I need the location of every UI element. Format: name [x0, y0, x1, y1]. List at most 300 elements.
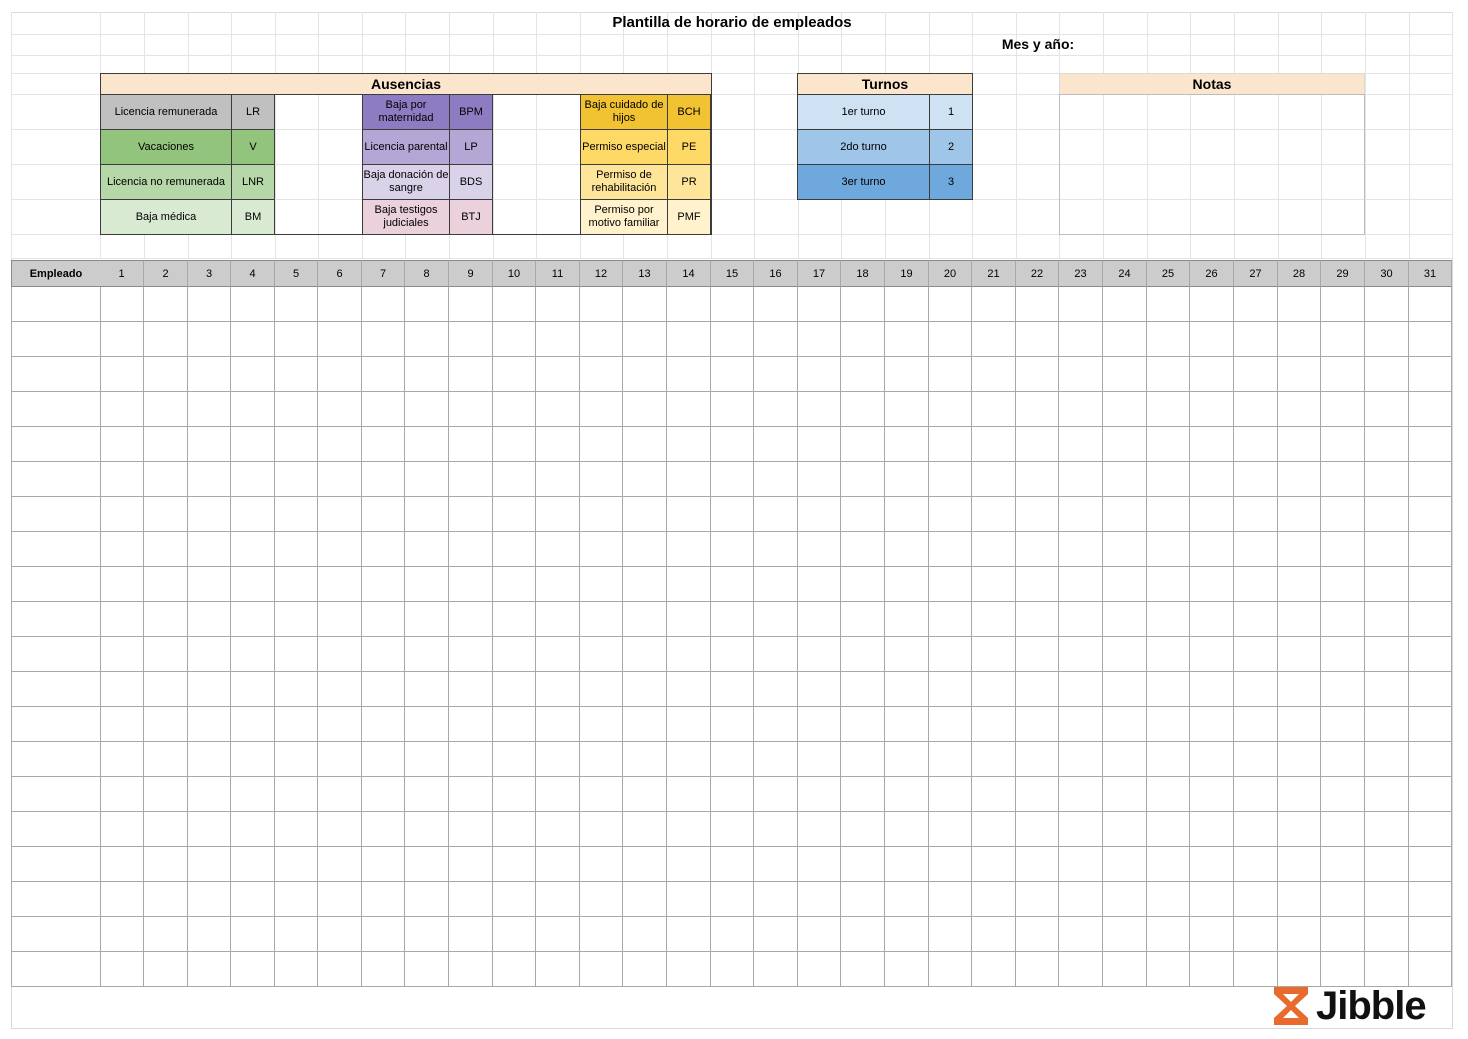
schedule-cell[interactable] — [536, 427, 580, 462]
schedule-cell[interactable] — [841, 462, 885, 497]
schedule-cell[interactable] — [798, 637, 841, 672]
schedule-cell[interactable] — [275, 917, 318, 952]
schedule-cell[interactable] — [1234, 392, 1278, 427]
schedule-cell[interactable] — [623, 532, 667, 567]
schedule-cell[interactable] — [275, 357, 318, 392]
schedule-cell[interactable] — [972, 567, 1016, 602]
schedule-cell[interactable] — [798, 462, 841, 497]
schedule-cell[interactable] — [362, 497, 405, 532]
schedule-cell[interactable] — [1059, 287, 1103, 322]
schedule-cell[interactable] — [1321, 532, 1365, 567]
schedule-cell[interactable] — [1059, 952, 1103, 987]
schedule-cell[interactable] — [1321, 322, 1365, 357]
schedule-cell[interactable] — [1409, 532, 1452, 567]
schedule-cell[interactable] — [1365, 602, 1409, 637]
schedule-cell[interactable] — [1190, 847, 1234, 882]
schedule-cell[interactable] — [841, 847, 885, 882]
schedule-cell[interactable] — [1147, 917, 1190, 952]
schedule-cell[interactable] — [972, 882, 1016, 917]
schedule-cell[interactable] — [1147, 672, 1190, 707]
schedule-cell[interactable] — [1190, 882, 1234, 917]
schedule-cell[interactable] — [275, 707, 318, 742]
schedule-cell[interactable] — [667, 952, 711, 987]
schedule-cell[interactable] — [972, 672, 1016, 707]
employee-name-cell[interactable] — [11, 532, 101, 567]
employee-name-cell[interactable] — [11, 777, 101, 812]
schedule-cell[interactable] — [623, 882, 667, 917]
schedule-cell[interactable] — [929, 462, 972, 497]
schedule-cell[interactable] — [144, 672, 188, 707]
schedule-cell[interactable] — [1321, 287, 1365, 322]
schedule-cell[interactable] — [1234, 497, 1278, 532]
schedule-cell[interactable] — [1409, 812, 1452, 847]
schedule-cell[interactable] — [188, 602, 231, 637]
schedule-cell[interactable] — [231, 742, 275, 777]
schedule-cell[interactable] — [493, 462, 536, 497]
schedule-cell[interactable] — [1016, 427, 1059, 462]
schedule-cell[interactable] — [100, 532, 144, 567]
schedule-cell[interactable] — [754, 322, 798, 357]
schedule-cell[interactable] — [1365, 742, 1409, 777]
schedule-cell[interactable] — [1278, 847, 1321, 882]
schedule-cell[interactable] — [580, 812, 623, 847]
schedule-cell[interactable] — [449, 812, 493, 847]
schedule-cell[interactable] — [1059, 392, 1103, 427]
schedule-cell[interactable] — [100, 847, 144, 882]
schedule-cell[interactable] — [100, 672, 144, 707]
schedule-cell[interactable] — [623, 672, 667, 707]
schedule-cell[interactable] — [885, 672, 929, 707]
schedule-cell[interactable] — [188, 847, 231, 882]
schedule-cell[interactable] — [929, 392, 972, 427]
schedule-cell[interactable] — [929, 812, 972, 847]
schedule-cell[interactable] — [711, 357, 754, 392]
schedule-cell[interactable] — [1321, 602, 1365, 637]
schedule-cell[interactable] — [1365, 952, 1409, 987]
schedule-cell[interactable] — [1059, 357, 1103, 392]
schedule-cell[interactable] — [100, 462, 144, 497]
schedule-cell[interactable] — [405, 777, 449, 812]
schedule-cell[interactable] — [1321, 357, 1365, 392]
schedule-cell[interactable] — [188, 777, 231, 812]
schedule-cell[interactable] — [231, 357, 275, 392]
employee-name-cell[interactable] — [11, 637, 101, 672]
schedule-cell[interactable] — [536, 707, 580, 742]
schedule-cell[interactable] — [798, 287, 841, 322]
employee-name-cell[interactable] — [11, 882, 101, 917]
schedule-cell[interactable] — [580, 917, 623, 952]
schedule-cell[interactable] — [667, 392, 711, 427]
schedule-cell[interactable] — [885, 462, 929, 497]
schedule-cell[interactable] — [144, 357, 188, 392]
employee-name-cell[interactable] — [11, 462, 101, 497]
schedule-cell[interactable] — [1365, 392, 1409, 427]
schedule-cell[interactable] — [1409, 917, 1452, 952]
schedule-cell[interactable] — [231, 812, 275, 847]
schedule-cell[interactable] — [405, 847, 449, 882]
schedule-cell[interactable] — [493, 952, 536, 987]
schedule-cell[interactable] — [405, 497, 449, 532]
schedule-cell[interactable] — [623, 602, 667, 637]
schedule-cell[interactable] — [1365, 707, 1409, 742]
schedule-cell[interactable] — [188, 532, 231, 567]
schedule-cell[interactable] — [623, 567, 667, 602]
schedule-cell[interactable] — [1321, 742, 1365, 777]
schedule-cell[interactable] — [188, 427, 231, 462]
schedule-cell[interactable] — [449, 882, 493, 917]
schedule-cell[interactable] — [623, 357, 667, 392]
schedule-cell[interactable] — [1190, 812, 1234, 847]
schedule-cell[interactable] — [362, 812, 405, 847]
schedule-cell[interactable] — [798, 567, 841, 602]
schedule-cell[interactable] — [405, 287, 449, 322]
schedule-cell[interactable] — [144, 427, 188, 462]
schedule-cell[interactable] — [536, 532, 580, 567]
schedule-cell[interactable] — [1321, 812, 1365, 847]
schedule-cell[interactable] — [1365, 497, 1409, 532]
schedule-cell[interactable] — [144, 847, 188, 882]
schedule-cell[interactable] — [711, 427, 754, 462]
schedule-cell[interactable] — [754, 497, 798, 532]
schedule-cell[interactable] — [667, 672, 711, 707]
schedule-cell[interactable] — [798, 882, 841, 917]
schedule-cell[interactable] — [929, 427, 972, 462]
schedule-cell[interactable] — [449, 392, 493, 427]
schedule-cell[interactable] — [449, 287, 493, 322]
schedule-cell[interactable] — [580, 427, 623, 462]
schedule-cell[interactable] — [1321, 392, 1365, 427]
schedule-cell[interactable] — [1147, 462, 1190, 497]
schedule-cell[interactable] — [580, 357, 623, 392]
schedule-cell[interactable] — [1016, 917, 1059, 952]
schedule-cell[interactable] — [711, 602, 754, 637]
schedule-cell[interactable] — [449, 672, 493, 707]
schedule-cell[interactable] — [536, 882, 580, 917]
schedule-cell[interactable] — [929, 742, 972, 777]
schedule-cell[interactable] — [623, 497, 667, 532]
employee-name-cell[interactable] — [11, 567, 101, 602]
schedule-cell[interactable] — [667, 567, 711, 602]
schedule-cell[interactable] — [798, 427, 841, 462]
schedule-cell[interactable] — [1059, 777, 1103, 812]
schedule-cell[interactable] — [405, 812, 449, 847]
schedule-cell[interactable] — [711, 672, 754, 707]
schedule-cell[interactable] — [1321, 672, 1365, 707]
schedule-cell[interactable] — [667, 427, 711, 462]
schedule-cell[interactable] — [1059, 672, 1103, 707]
employee-name-cell[interactable] — [11, 742, 101, 777]
notes-area[interactable] — [1059, 94, 1365, 235]
schedule-cell[interactable] — [1059, 462, 1103, 497]
schedule-cell[interactable] — [754, 287, 798, 322]
schedule-cell[interactable] — [1016, 952, 1059, 987]
schedule-cell[interactable] — [667, 357, 711, 392]
schedule-cell[interactable] — [1278, 392, 1321, 427]
schedule-cell[interactable] — [231, 567, 275, 602]
schedule-cell[interactable] — [972, 497, 1016, 532]
schedule-cell[interactable] — [1278, 952, 1321, 987]
employee-name-cell[interactable] — [11, 357, 101, 392]
schedule-cell[interactable] — [493, 777, 536, 812]
schedule-cell[interactable] — [144, 567, 188, 602]
schedule-cell[interactable] — [623, 287, 667, 322]
schedule-cell[interactable] — [1016, 497, 1059, 532]
schedule-cell[interactable] — [144, 392, 188, 427]
schedule-cell[interactable] — [405, 672, 449, 707]
schedule-cell[interactable] — [885, 777, 929, 812]
schedule-cell[interactable] — [536, 637, 580, 672]
schedule-cell[interactable] — [1365, 357, 1409, 392]
schedule-cell[interactable] — [1234, 567, 1278, 602]
schedule-cell[interactable] — [1147, 777, 1190, 812]
schedule-cell[interactable] — [318, 742, 362, 777]
schedule-cell[interactable] — [1016, 322, 1059, 357]
schedule-cell[interactable] — [362, 777, 405, 812]
schedule-cell[interactable] — [1190, 602, 1234, 637]
schedule-cell[interactable] — [493, 882, 536, 917]
schedule-cell[interactable] — [929, 357, 972, 392]
schedule-cell[interactable] — [754, 882, 798, 917]
schedule-cell[interactable] — [493, 287, 536, 322]
schedule-cell[interactable] — [972, 392, 1016, 427]
schedule-cell[interactable] — [1365, 672, 1409, 707]
schedule-cell[interactable] — [275, 287, 318, 322]
schedule-cell[interactable] — [1321, 707, 1365, 742]
schedule-cell[interactable] — [1409, 952, 1452, 987]
schedule-cell[interactable] — [711, 777, 754, 812]
schedule-cell[interactable] — [1147, 882, 1190, 917]
schedule-cell[interactable] — [885, 847, 929, 882]
schedule-cell[interactable] — [536, 777, 580, 812]
schedule-cell[interactable] — [1190, 392, 1234, 427]
schedule-cell[interactable] — [318, 882, 362, 917]
schedule-cell[interactable] — [449, 777, 493, 812]
schedule-cell[interactable] — [318, 952, 362, 987]
schedule-cell[interactable] — [318, 357, 362, 392]
schedule-cell[interactable] — [362, 392, 405, 427]
schedule-cell[interactable] — [1059, 707, 1103, 742]
schedule-cell[interactable] — [1278, 917, 1321, 952]
schedule-cell[interactable] — [580, 462, 623, 497]
schedule-cell[interactable] — [318, 637, 362, 672]
schedule-cell[interactable] — [1016, 532, 1059, 567]
schedule-cell[interactable] — [231, 637, 275, 672]
schedule-cell[interactable] — [144, 287, 188, 322]
schedule-cell[interactable] — [318, 392, 362, 427]
schedule-cell[interactable] — [1016, 812, 1059, 847]
schedule-cell[interactable] — [711, 392, 754, 427]
schedule-cell[interactable] — [318, 847, 362, 882]
schedule-cell[interactable] — [929, 882, 972, 917]
schedule-cell[interactable] — [711, 287, 754, 322]
schedule-cell[interactable] — [405, 462, 449, 497]
schedule-cell[interactable] — [841, 742, 885, 777]
schedule-cell[interactable] — [841, 707, 885, 742]
schedule-cell[interactable] — [493, 637, 536, 672]
schedule-cell[interactable] — [100, 742, 144, 777]
schedule-cell[interactable] — [449, 952, 493, 987]
schedule-cell[interactable] — [493, 427, 536, 462]
schedule-cell[interactable] — [1278, 287, 1321, 322]
schedule-cell[interactable] — [1409, 357, 1452, 392]
schedule-cell[interactable] — [972, 532, 1016, 567]
schedule-cell[interactable] — [972, 287, 1016, 322]
schedule-cell[interactable] — [623, 392, 667, 427]
schedule-cell[interactable] — [711, 322, 754, 357]
schedule-cell[interactable] — [929, 602, 972, 637]
schedule-cell[interactable] — [449, 532, 493, 567]
schedule-cell[interactable] — [1409, 462, 1452, 497]
schedule-cell[interactable] — [1321, 462, 1365, 497]
schedule-cell[interactable] — [623, 427, 667, 462]
schedule-cell[interactable] — [536, 742, 580, 777]
schedule-cell[interactable] — [1103, 882, 1147, 917]
schedule-cell[interactable] — [885, 427, 929, 462]
schedule-cell[interactable] — [144, 882, 188, 917]
schedule-cell[interactable] — [536, 812, 580, 847]
schedule-cell[interactable] — [667, 287, 711, 322]
schedule-cell[interactable] — [100, 637, 144, 672]
schedule-cell[interactable] — [885, 322, 929, 357]
schedule-cell[interactable] — [1278, 707, 1321, 742]
employee-name-cell[interactable] — [11, 392, 101, 427]
schedule-cell[interactable] — [536, 672, 580, 707]
schedule-cell[interactable] — [188, 287, 231, 322]
schedule-cell[interactable] — [362, 427, 405, 462]
schedule-cell[interactable] — [798, 812, 841, 847]
schedule-cell[interactable] — [405, 602, 449, 637]
schedule-cell[interactable] — [1278, 497, 1321, 532]
schedule-cell[interactable] — [536, 392, 580, 427]
schedule-cell[interactable] — [275, 462, 318, 497]
schedule-cell[interactable] — [972, 322, 1016, 357]
schedule-cell[interactable] — [711, 532, 754, 567]
schedule-cell[interactable] — [580, 637, 623, 672]
schedule-cell[interactable] — [1365, 847, 1409, 882]
schedule-cell[interactable] — [580, 672, 623, 707]
schedule-cell[interactable] — [362, 742, 405, 777]
employee-name-cell[interactable] — [11, 497, 101, 532]
schedule-cell[interactable] — [144, 707, 188, 742]
schedule-cell[interactable] — [1321, 567, 1365, 602]
schedule-cell[interactable] — [536, 917, 580, 952]
schedule-cell[interactable] — [1059, 742, 1103, 777]
schedule-cell[interactable] — [188, 567, 231, 602]
schedule-cell[interactable] — [754, 602, 798, 637]
schedule-cell[interactable] — [798, 602, 841, 637]
schedule-cell[interactable] — [841, 287, 885, 322]
schedule-cell[interactable] — [188, 672, 231, 707]
schedule-cell[interactable] — [1278, 777, 1321, 812]
employee-name-cell[interactable] — [11, 287, 101, 322]
schedule-cell[interactable] — [623, 637, 667, 672]
schedule-cell[interactable] — [536, 567, 580, 602]
schedule-cell[interactable] — [1278, 812, 1321, 847]
schedule-cell[interactable] — [493, 847, 536, 882]
schedule-cell[interactable] — [1234, 637, 1278, 672]
schedule-cell[interactable] — [449, 497, 493, 532]
schedule-cell[interactable] — [231, 952, 275, 987]
schedule-cell[interactable] — [1234, 742, 1278, 777]
schedule-cell[interactable] — [623, 847, 667, 882]
schedule-cell[interactable] — [929, 532, 972, 567]
schedule-cell[interactable] — [1059, 882, 1103, 917]
schedule-cell[interactable] — [754, 532, 798, 567]
schedule-cell[interactable] — [362, 532, 405, 567]
schedule-cell[interactable] — [231, 917, 275, 952]
schedule-cell[interactable] — [754, 637, 798, 672]
schedule-cell[interactable] — [493, 742, 536, 777]
schedule-cell[interactable] — [711, 882, 754, 917]
schedule-cell[interactable] — [623, 707, 667, 742]
schedule-cell[interactable] — [405, 917, 449, 952]
schedule-cell[interactable] — [231, 392, 275, 427]
schedule-cell[interactable] — [711, 497, 754, 532]
schedule-cell[interactable] — [1365, 812, 1409, 847]
schedule-cell[interactable] — [798, 847, 841, 882]
schedule-cell[interactable] — [1234, 952, 1278, 987]
schedule-cell[interactable] — [1016, 287, 1059, 322]
schedule-cell[interactable] — [536, 602, 580, 637]
schedule-cell[interactable] — [1365, 917, 1409, 952]
schedule-cell[interactable] — [1409, 602, 1452, 637]
schedule-cell[interactable] — [798, 672, 841, 707]
schedule-cell[interactable] — [1147, 567, 1190, 602]
schedule-cell[interactable] — [1059, 567, 1103, 602]
employee-name-cell[interactable] — [11, 427, 101, 462]
schedule-cell[interactable] — [536, 357, 580, 392]
schedule-cell[interactable] — [623, 322, 667, 357]
schedule-cell[interactable] — [929, 847, 972, 882]
schedule-cell[interactable] — [754, 812, 798, 847]
schedule-cell[interactable] — [972, 742, 1016, 777]
schedule-cell[interactable] — [754, 742, 798, 777]
schedule-cell[interactable] — [100, 707, 144, 742]
schedule-cell[interactable] — [580, 532, 623, 567]
schedule-cell[interactable] — [144, 917, 188, 952]
schedule-cell[interactable] — [929, 672, 972, 707]
schedule-cell[interactable] — [580, 882, 623, 917]
schedule-cell[interactable] — [1190, 462, 1234, 497]
schedule-cell[interactable] — [711, 812, 754, 847]
schedule-cell[interactable] — [885, 287, 929, 322]
schedule-cell[interactable] — [188, 812, 231, 847]
schedule-cell[interactable] — [885, 707, 929, 742]
schedule-cell[interactable] — [275, 637, 318, 672]
schedule-cell[interactable] — [1278, 567, 1321, 602]
schedule-cell[interactable] — [1321, 427, 1365, 462]
schedule-cell[interactable] — [1147, 952, 1190, 987]
schedule-cell[interactable] — [231, 497, 275, 532]
schedule-cell[interactable] — [1409, 322, 1452, 357]
schedule-cell[interactable] — [362, 602, 405, 637]
employee-name-cell[interactable] — [11, 672, 101, 707]
schedule-cell[interactable] — [362, 882, 405, 917]
schedule-cell[interactable] — [1365, 882, 1409, 917]
schedule-cell[interactable] — [536, 287, 580, 322]
schedule-cell[interactable] — [972, 777, 1016, 812]
schedule-cell[interactable] — [188, 497, 231, 532]
schedule-cell[interactable] — [144, 742, 188, 777]
schedule-cell[interactable] — [711, 707, 754, 742]
schedule-cell[interactable] — [1321, 497, 1365, 532]
schedule-cell[interactable] — [1059, 322, 1103, 357]
schedule-cell[interactable] — [1103, 672, 1147, 707]
schedule-cell[interactable] — [972, 637, 1016, 672]
schedule-cell[interactable] — [1190, 567, 1234, 602]
schedule-cell[interactable] — [1321, 777, 1365, 812]
schedule-cell[interactable] — [188, 742, 231, 777]
